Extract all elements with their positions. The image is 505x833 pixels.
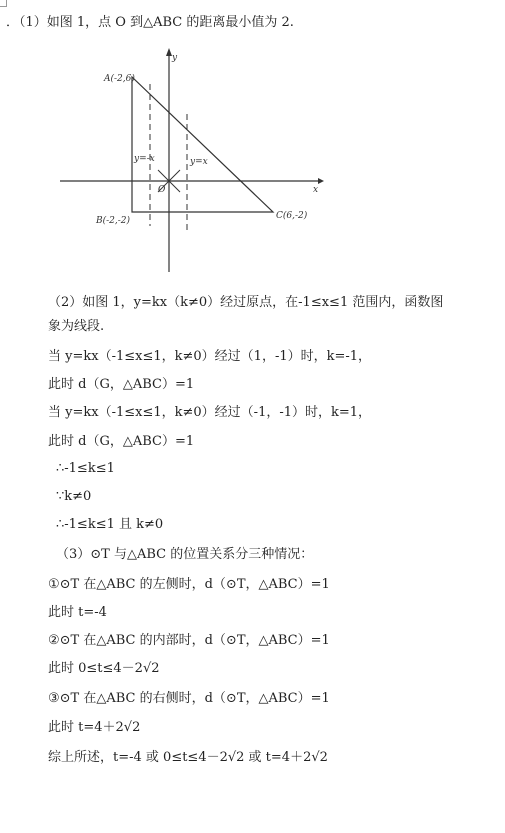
part3-case2-result: 此时 0≤t≤4－2√2 bbox=[48, 661, 160, 676]
part2-conclusion1: ∴-1≤k≤1 bbox=[56, 461, 115, 476]
label-origin: O bbox=[158, 185, 166, 195]
part2-case2-result: 此时 d（G，△ABC）=1 bbox=[48, 434, 195, 449]
part3-intro: （3）⊙T 与△ABC 的位置关系分三种情况： bbox=[56, 547, 314, 562]
part3-case3-result: 此时 t=4＋2√2 bbox=[48, 720, 141, 735]
figure-1 bbox=[58, 44, 326, 276]
part1-statement: ．（1）如图 1，点 O 到△ABC 的距离最小值为 2. bbox=[6, 15, 294, 30]
page-corner-mark bbox=[0, 0, 7, 7]
part2-line1: （2）如图 1，y=kx（k≠0）经过原点，在-1≤x≤1 范围内，函数图 bbox=[48, 295, 444, 310]
label-c: C(6,-2) bbox=[276, 211, 308, 221]
label-y-axis: y bbox=[172, 53, 178, 63]
x-axis-arrow bbox=[318, 178, 324, 184]
part2-conclusion3: ∴-1≤k≤1 且 k≠0 bbox=[56, 517, 164, 532]
part2-line2: 象为线段. bbox=[48, 319, 105, 334]
label-b: B(-2,-2) bbox=[96, 216, 131, 226]
label-x-axis: x bbox=[313, 185, 319, 195]
part3-case1: ①⊙T 在△ABC 的左侧时，d（⊙T，△ABC）=1 bbox=[48, 577, 330, 592]
part2-conclusion2: ∵k≠0 bbox=[56, 489, 92, 504]
part2-case1-result: 此时 d（G，△ABC）=1 bbox=[48, 377, 195, 392]
part3-summary: 综上所述，t=-4 或 0≤t≤4－2√2 或 t=4＋2√2 bbox=[48, 750, 328, 765]
label-a: A(-2,6) bbox=[104, 74, 135, 84]
part2-case1: 当 y=kx（-1≤x≤1，k≠0）经过（1，-1）时，k=-1， bbox=[48, 349, 372, 364]
part3-case2: ②⊙T 在△ABC 的内部时，d（⊙T，△ABC）=1 bbox=[48, 633, 330, 648]
label-y-neg-x: y=-x bbox=[134, 154, 155, 164]
label-y-pos-x: y=x bbox=[190, 157, 208, 167]
coordinate-diagram bbox=[58, 44, 326, 276]
part2-case2: 当 y=kx（-1≤x≤1，k≠0）经过（-1，-1）时，k=1， bbox=[48, 405, 372, 420]
triangle-abc bbox=[132, 77, 273, 212]
part3-case3: ③⊙T 在△ABC 的右侧时，d（⊙T，△ABC）=1 bbox=[48, 691, 330, 706]
part3-case1-result: 此时 t=-4 bbox=[48, 605, 107, 620]
